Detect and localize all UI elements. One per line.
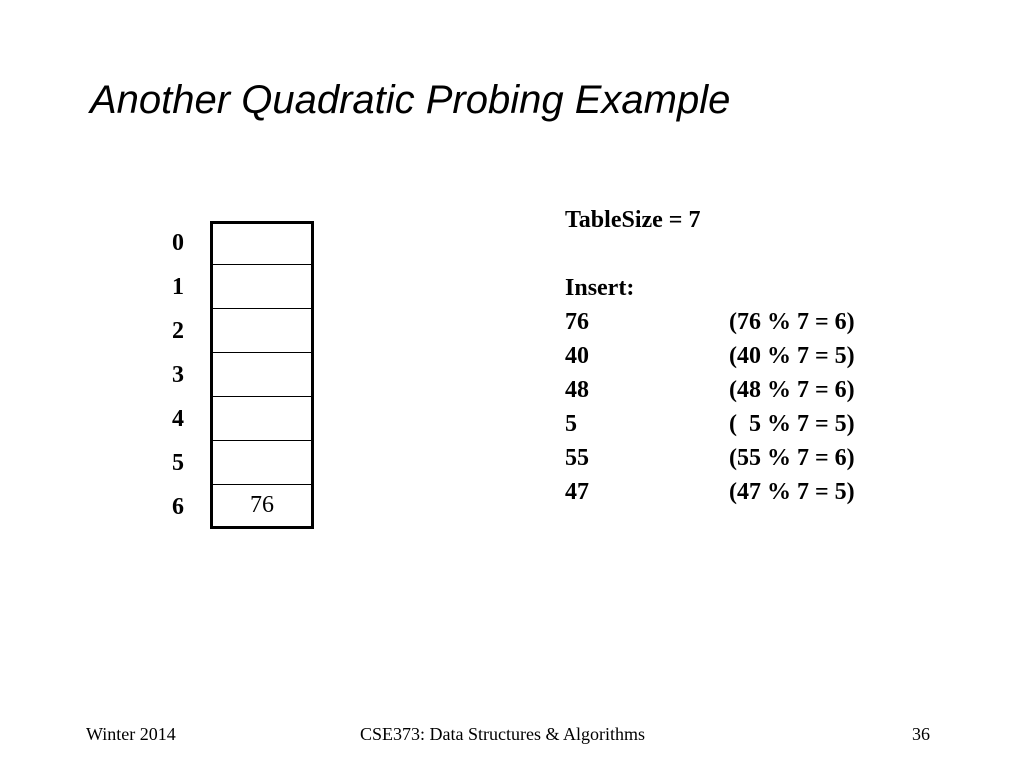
insert-key: 47 — [565, 478, 589, 505]
insert-key: 5 — [565, 410, 577, 437]
hash-calculation: (48 % 7 = 6) — [729, 376, 855, 403]
slot-cell: 76 — [210, 485, 314, 529]
table-row — [150, 441, 314, 485]
table-row — [150, 397, 314, 441]
table-row — [150, 265, 314, 309]
insert-key: 48 — [565, 376, 589, 403]
hash-calculation: (55 % 7 = 6) — [729, 444, 855, 471]
slot-cell — [210, 309, 314, 353]
slot-index: 6 — [172, 493, 184, 520]
slot-index: 5 — [172, 449, 184, 476]
insert-key: 40 — [565, 342, 589, 369]
slot-cell — [210, 265, 314, 309]
list-item — [565, 475, 855, 509]
list-item — [565, 339, 855, 373]
table-row — [150, 221, 314, 265]
footer-page-number: 36 — [912, 724, 930, 744]
insert-list — [565, 305, 855, 509]
slot-index: 1 — [172, 273, 184, 300]
list-item — [565, 441, 855, 475]
list-item — [565, 407, 855, 441]
hash-table — [150, 221, 314, 529]
hash-calculation: (40 % 7 = 5) — [729, 342, 855, 369]
insert-key: 55 — [565, 444, 589, 471]
slot-index: 2 — [172, 317, 184, 344]
slot-cell — [210, 441, 314, 485]
slot-index: 0 — [172, 229, 184, 256]
insert-heading: Insert: — [565, 275, 635, 301]
table-row — [150, 309, 314, 353]
hash-calculation: ( 5 % 7 = 5) — [729, 410, 855, 437]
info-panel — [565, 203, 855, 509]
slot-index: 4 — [172, 405, 184, 432]
hash-calculation: (76 % 7 = 6) — [729, 308, 855, 335]
footer-term: Winter 2014 — [86, 724, 176, 744]
slot-cell — [210, 397, 314, 441]
table-row — [150, 485, 314, 529]
slot-cell — [210, 221, 314, 265]
insert-key: 76 — [565, 308, 589, 335]
slot-cell — [210, 353, 314, 397]
slot-index: 3 — [172, 361, 184, 388]
list-item — [565, 305, 855, 339]
table-row — [150, 353, 314, 397]
hash-calculation: (47 % 7 = 5) — [729, 478, 855, 505]
slide-title: Another Quadratic Probing Example — [90, 78, 731, 122]
footer-course: CSE373: Data Structures & Algorithms — [360, 724, 645, 744]
table-size-text: TableSize = 7 — [565, 207, 701, 233]
list-item — [565, 373, 855, 407]
